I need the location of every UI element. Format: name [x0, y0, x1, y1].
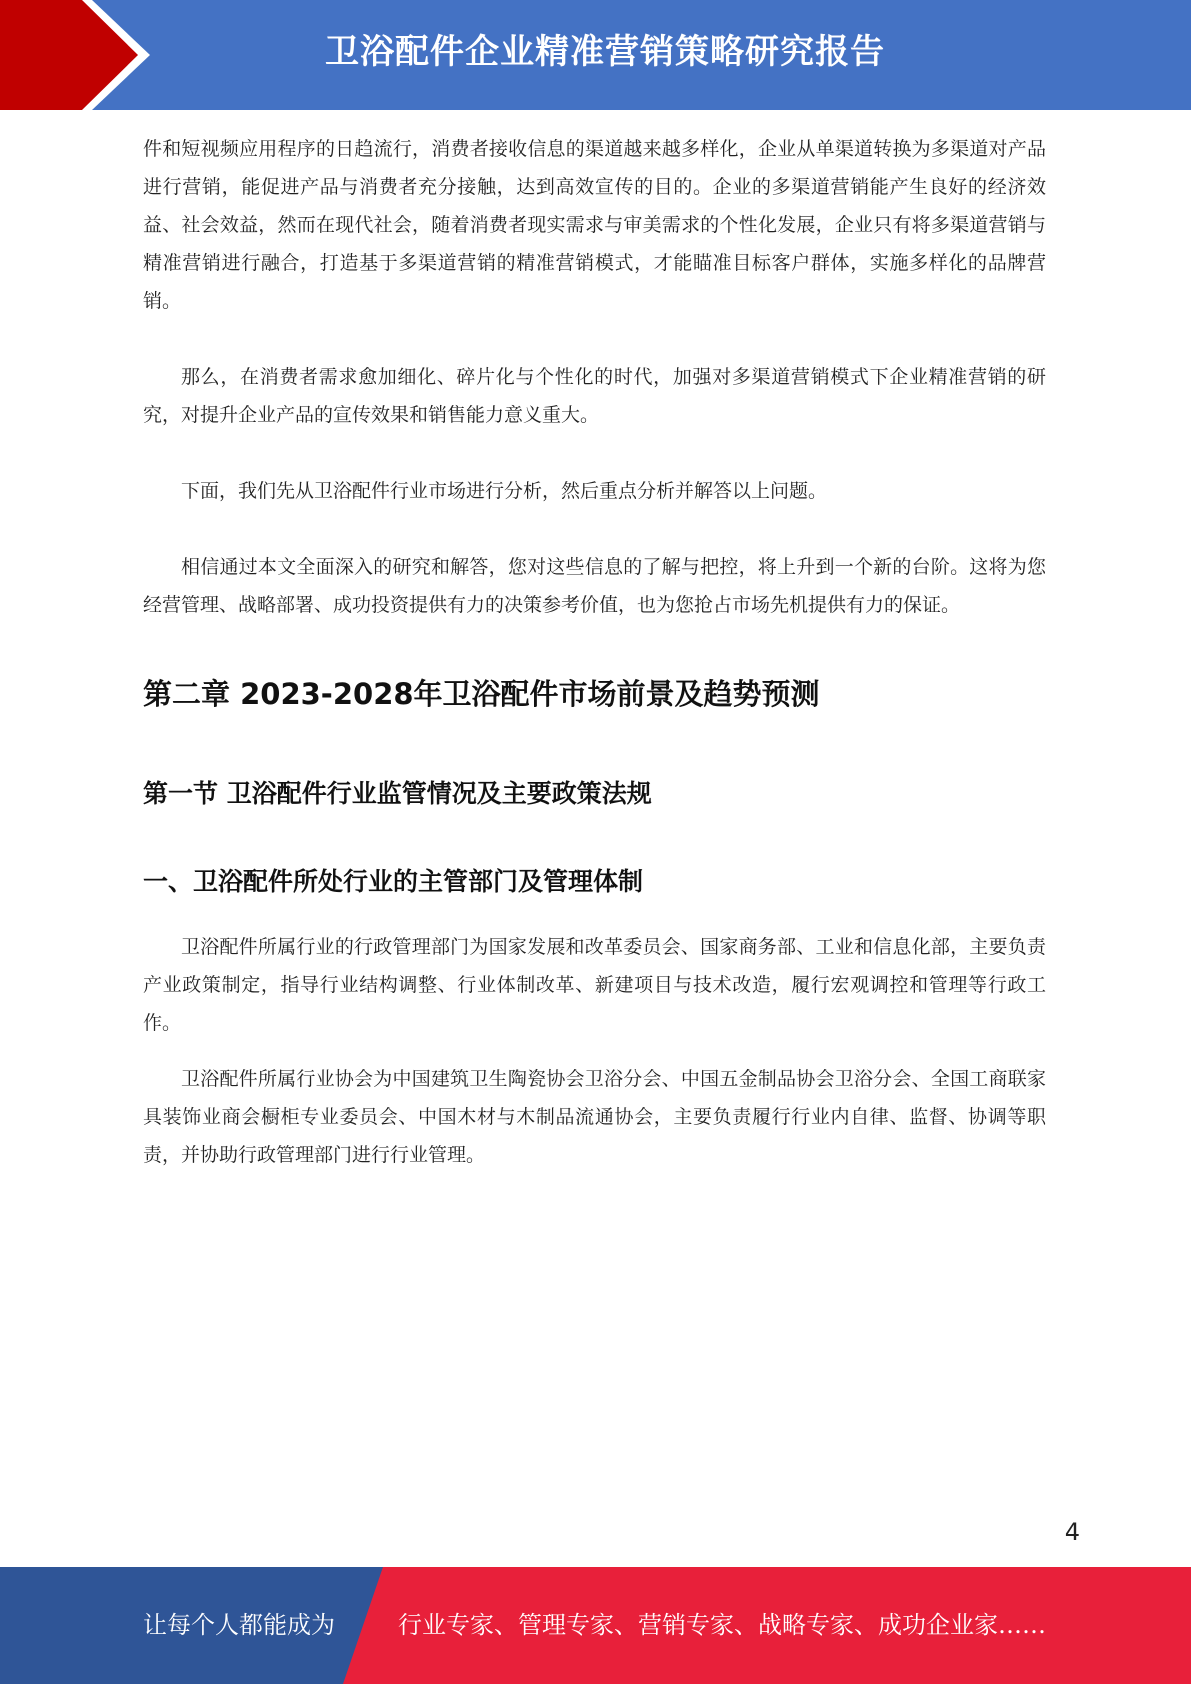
- page-number: 4: [1064, 1518, 1080, 1546]
- footer-slogan-right: 行业专家、管理专家、营销专家、战略专家、成功企业家……: [398, 1611, 1046, 1639]
- paragraph: 卫浴配件所属行业协会为中国建筑卫生陶瓷协会卫浴分会、中国五金制品协会卫浴分会、全国工商联家具装饰业商会橱柜专业委员会、中国木材与木制品流通协会，主要负责履行行业内自律、监督、协调等职责，并协助行政管理部门进行行业管理。: [143, 1068, 1046, 1166]
- paragraph: 下面，我们先从卫浴配件行业市场进行分析，然后重点分析并解答以上问题。: [181, 480, 828, 502]
- paragraph: 相信通过本文全面深入的研究和解答，您对这些信息的了解与把控，将上升到一个新的台阶。这将为您经营管理、战略部署、成功投资提供有力的决策参考价值，也为您抢占市场先机提供有力的保证。: [143, 556, 1046, 616]
- page-footer: [0, 1567, 1191, 1684]
- footer-slogan-left: 让每个人都能成为: [143, 1611, 335, 1639]
- page-content: [143, 130, 1046, 1174]
- paragraph: 卫浴配件所属行业的行政管理部门为国家发展和改革委员会、国家商务部、工业和信息化部，主要负责产业政策制定，指导行业结构调整、行业体制改革、新建项目与技术改造，履行宏观调控和管理等行政工作。: [143, 936, 1046, 1034]
- report-title: 卫浴配件企业精准营销策略研究报告: [325, 32, 885, 72]
- page-header: [0, 0, 1191, 110]
- paragraph: 那么，在消费者需求愈加细化、碎片化与个性化的时代，加强对多渠道营销模式下企业精准营销的研究，对提升企业产品的宣传效果和销售能力意义重大。: [143, 366, 1046, 426]
- chapter-heading: 第二章 2023-2028年卫浴配件市场前景及趋势预测: [143, 677, 820, 711]
- subsection-heading: 一、卫浴配件所处行业的主管部门及管理体制: [143, 867, 644, 896]
- paragraph-continued: 件和短视频应用程序的日趋流行，消费者接收信息的渠道越来越多样化，企业从单渠道转换为多渠道对产品进行营销，能促进产品与消费者充分接触，达到高效宣传的目的。企业的多渠道营销能产生良好的经济效益、社会效益，然而在现代社会，随着消费者现实需求与审美需求的个性化发展，企业只有将多渠道营销与精准营销进行融合，打造基于多渠道营销的精准营销模式，才能瞄准目标客户群体，实施多样化的品牌营销。: [143, 138, 1046, 312]
- section-heading: 第一节 卫浴配件行业监管情况及主要政策法规: [143, 779, 652, 808]
